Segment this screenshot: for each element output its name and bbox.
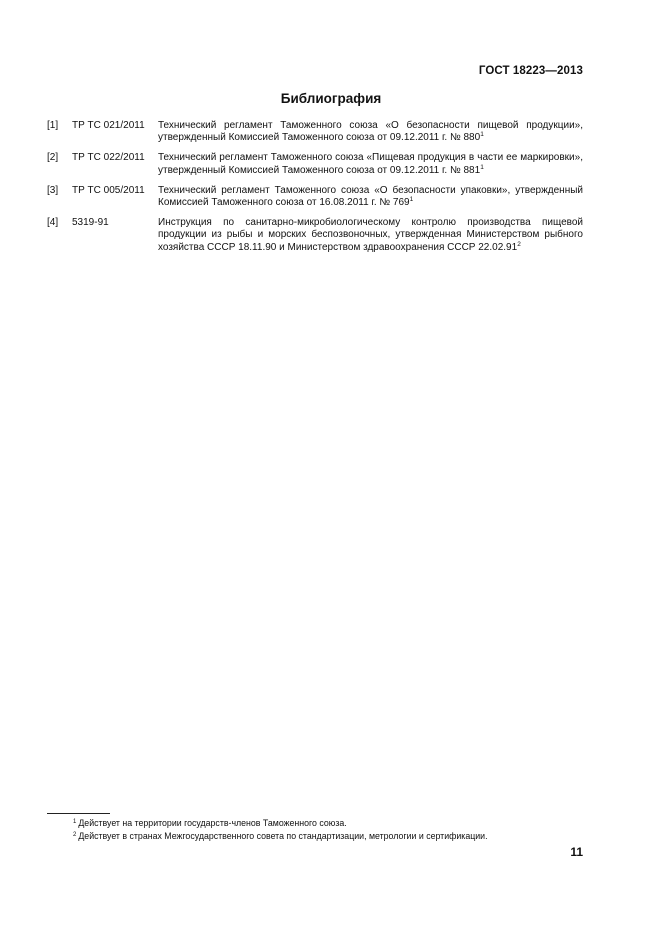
bibliography-item-text-wrap xyxy=(158,120,583,144)
bibliography-item-text: Технический регламент Таможенного союза «О безопасности упаковки», утвержденный Комиссией Таможенного союза от 16.08.2011 г. № 769 xyxy=(158,184,583,209)
bibliography-item-text: Инструкция по санитарно-микробиологическому контролю производства пищевой продукции из рыбы и морских беспозвоночных, утвержденная Министерством рыбного хозяйства СССР 18.11.90 и Министерством здравоохранения СССР 22.02.91 xyxy=(158,217,583,253)
footnote xyxy=(73,830,573,843)
page-number: 11 xyxy=(570,845,583,859)
footnote-reference: 1 xyxy=(409,196,414,204)
footnote-mark: 2 xyxy=(73,832,77,838)
bibliography-item-code: ТР ТС 022/2011 xyxy=(72,152,145,164)
bibliography-item-code: ТР ТС 005/2011 xyxy=(72,184,145,196)
footnote xyxy=(73,817,573,830)
bibliography-item-code: 5319-91 xyxy=(72,217,109,229)
bibliography-item-number: [2] xyxy=(47,152,59,164)
footnote-text: Действует в странах Межгосударственного совета по стандартизации, метрологии и сертификации. xyxy=(78,831,488,841)
footnote-mark: 1 xyxy=(73,819,77,825)
bibliography-item-text: Технический регламент Таможенного союза «О безопасности пищевой продукции», утвержденный Комиссией Таможенного союза от 09.12.2011 г. № 880 xyxy=(158,120,583,144)
footnote-separator xyxy=(47,813,110,814)
bibliography-item-text-wrap xyxy=(158,217,583,254)
footnote-text: Действует на территории государств-членов Таможенного союза. xyxy=(78,818,347,828)
bibliography-item xyxy=(47,152,583,176)
bibliography-item xyxy=(47,217,583,254)
bibliography-item-text-wrap xyxy=(158,152,583,176)
footnotes xyxy=(73,817,573,843)
bibliography-item-text-wrap xyxy=(158,185,583,209)
bibliography-item-number: [1] xyxy=(47,120,59,131)
bibliography-item-number: [3] xyxy=(47,184,59,196)
bibliography-item-text: Технический регламент Таможенного союза «Пищевая продукция в части ее маркировки», утвержденный Комиссией Таможенного союза от 09.12.2011 г. № 881 xyxy=(158,152,583,176)
bibliography-item-code: ТР ТС 021/2011 xyxy=(72,120,145,131)
page-header-doc-code: ГОСТ 18223—2013 xyxy=(478,65,583,77)
bibliography-item xyxy=(47,185,583,209)
footnote-reference: 2 xyxy=(517,240,521,248)
section-title: Библиография xyxy=(280,91,382,106)
bibliography-item-number: [4] xyxy=(47,217,59,229)
bibliography-item xyxy=(47,120,583,144)
footnote-reference: 1 xyxy=(480,163,484,171)
footnote-reference: 1 xyxy=(480,131,484,139)
bibliography-list xyxy=(47,120,583,262)
